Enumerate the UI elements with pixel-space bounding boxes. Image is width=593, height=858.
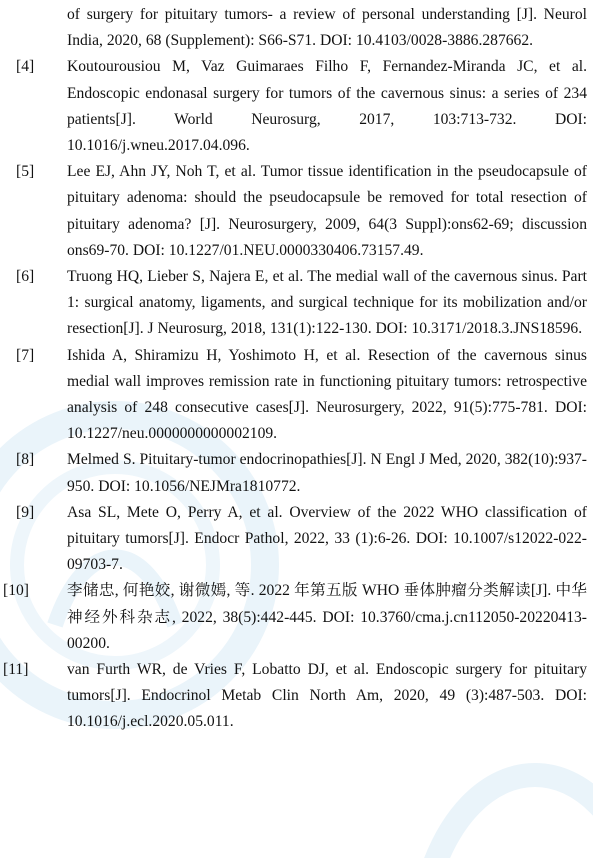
- reference-text: Koutourousiou M, Vaz Guimaraes Filho F, Fernandez-Miranda JC, et al. Endoscopic endonasal surgery for tumors of the cavernous sinus: a series of 234 patients[J]. World Neurosurg, 2017, 103:713-732. DOI: 10.1016/j.wneu.2017.04.096.: [67, 58, 587, 155]
- reference-number: [7]: [16, 346, 35, 364]
- reference-item: [0, 447, 593, 499]
- reference-text: 李储忠, 何艳姣, 谢微嫣, 等. 2022 年第五版 WHO 垂体肿瘤分类解读[J]. 中华神经外科杂志, 2022, 38(5):442-445. DOI: 10.3760/cma.j.cn112050-20220413-00200.: [67, 582, 587, 652]
- reference-number: [10]: [3, 582, 29, 600]
- reference-item: [0, 54, 593, 159]
- reference-item: [0, 500, 593, 579]
- reference-item: [0, 343, 593, 448]
- reference-number: [11]: [3, 661, 29, 679]
- reference-text: Lee EJ, Ahn JY, Noh T, et al. Tumor tissue identification in the pseudocapsule of pituitary adenoma: should the pseudocapsule be removed for total resection of pituitary adenoma? [J]. Neurosurgery, 2009, 64(3 Suppl):ons62-69; discussion ons69-70. DOI: 10.1227/01.NEU.0000330406.73157.49.: [67, 163, 587, 259]
- reference-item: [0, 264, 593, 343]
- reference-number: [8]: [16, 451, 35, 469]
- reference-item: [0, 2, 593, 54]
- reference-item: [0, 159, 593, 264]
- reference-text: Ishida A, Shiramizu H, Yoshimoto H, et al. Resection of the cavernous sinus medial wall improves remission rate in functioning pituitary tumors: retrospective analysis of 248 consecutive cases[J]. Neurosurgery, 2022, 91(5):775-781. DOI: 10.1227/neu.0000000000002109.: [67, 346, 587, 443]
- reference-text: Melmed S. Pituitary-tumor endocrinopathies[J]. N Engl J Med, 2020, 382(10):937-950. DOI: 10.1056/NEJMra1810772.: [67, 451, 587, 495]
- reference-text: van Furth WR, de Vries F, Lobatto DJ, et al. Endoscopic surgery for pituitary tumors[J]. Endocrinol Metab Clin North Am, 2020, 49 (3):487-503. DOI: 10.1016/j.ecl.2020.05.011.: [67, 661, 587, 731]
- reference-item: [0, 657, 593, 736]
- reference-text: Asa SL, Mete O, Perry A, et al. Overview of the 2022 WHO classification of pituitary tumors[J]. Endocr Pathol, 2022, 33 (1):6-26. DOI: 10.1007/s12022-022-09703-7.: [67, 503, 587, 574]
- reference-number: [5]: [16, 163, 35, 181]
- reference-text: Truong HQ, Lieber S, Najera E, et al. The medial wall of the cavernous sinus. Part 1: surgical anatomy, ligaments, and surgical technique for its mobilization and/or resection[J]. J Neurosurg, 2018, 131(1):122-130. DOI: 10.3171/2018.3.JNS18596.: [67, 268, 587, 338]
- reference-number: [4]: [16, 58, 35, 76]
- reference-text: of surgery for pituitary tumors- a review of personal understanding [J]. Neurol India, 2020, 68 (Supplement): S66-S71. DOI: 10.4103/0028-3886.287662.: [67, 6, 587, 50]
- reference-number: [6]: [16, 268, 35, 286]
- reference-item: [0, 578, 593, 657]
- reference-number: [9]: [16, 503, 35, 521]
